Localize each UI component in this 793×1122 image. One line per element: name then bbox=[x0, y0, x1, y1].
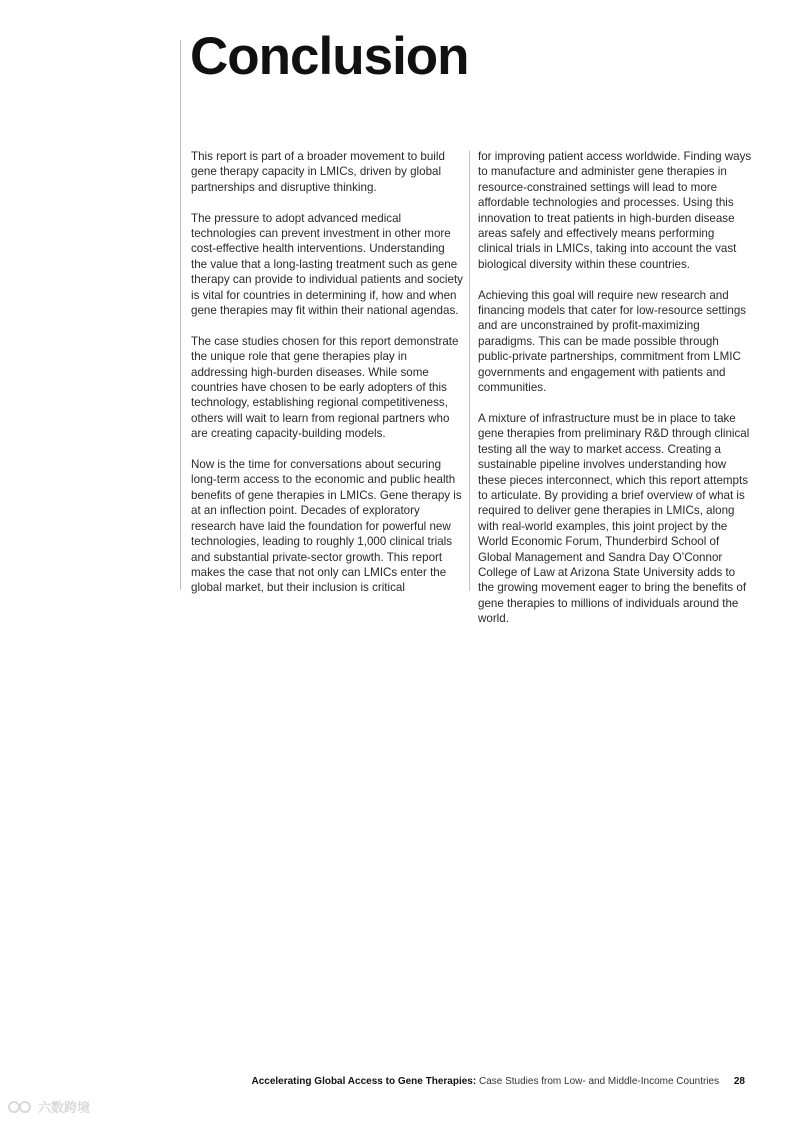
title-rule bbox=[180, 40, 181, 590]
footer-report-subtitle: Case Studies from Low- and Middle-Income Countries bbox=[478, 1076, 720, 1087]
paragraph: Achieving this goal will require new research and financing models that cater for low-resource settings and are unconstrained by profit-maximizing paradigms. This can be made possible through public-private partnerships, commitment from LMIC governments and engagement with patients and communities. bbox=[478, 288, 747, 395]
page-footer bbox=[251, 1076, 745, 1087]
page-title: Conclusion bbox=[190, 27, 469, 86]
watermark bbox=[8, 1097, 90, 1116]
paragraph: Now is the time for conversations about securing long-term access to the economic and public health benefits of gene therapies in LMICs. Gene therapy is at an inflection point. Decades of exploratory research have laid the foundation for powerful new technologies, leading to roughly 1,000 clinical trials and substantial private-sector growth. This report makes the case that not only can LMICs enter the global market, but their inclusion is critical bbox=[191, 458, 462, 595]
right-column bbox=[478, 149, 752, 642]
paragraph: A mixture of infrastructure must be in place to take gene therapies from preliminary R&D through clinical testing all the way to market access. Creating a sustainable pipeline involves understanding how these pieces interconnect, which this report attempts to articulate. By providing a brief overview of what is required to deliver gene therapies in LMICs, along with real-world examples, this joint project by the World Economic Forum, Thunderbird School of Global Management and Sandra Day O’Connor College of Law at Arizona State University adds to the growing movement eager to bring the benefits of gene therapies to millions of individuals around the world. bbox=[478, 411, 750, 626]
left-column bbox=[191, 149, 463, 611]
footer-report-title: Accelerating Global Access to Gene Therapies: bbox=[251, 1076, 477, 1087]
watermark-logo-icon bbox=[8, 1099, 34, 1115]
paragraph: The pressure to adopt advanced medical technologies can prevent investment in other more cost-effective health interventions. Understanding the value that a long-lasting treatment such as gene therapy can provide to individual patients and society is vital for countries in determining if, how and when gene therapies may fit within their national agendas. bbox=[191, 211, 463, 318]
page-number: 28 bbox=[733, 1076, 745, 1087]
paragraph: The case studies chosen for this report demonstrate the unique role that gene therapies play in addressing high-burden diseases. While some countries have chosen to be early adopters of this technology, establishing regional competitiveness, others will wait to learn from regional partners who are creating capacity-building models. bbox=[191, 334, 459, 441]
watermark-text: 六数跨境 bbox=[38, 1100, 91, 1115]
paragraph: This report is part of a broader movement to build gene therapy capacity in LMICs, driven by global partnerships and disruptive thinking. bbox=[191, 150, 445, 194]
paragraph: for improving patient access worldwide. Finding ways to manufacture and administer gene therapies in resource-constrained settings will lead to more affordable technologies and processes. Using this innovation to treat patients in high-burden disease areas safely and effectively means performing clinical trials in LMICs, taking into account the vast biological diversity within these countries. bbox=[478, 150, 752, 271]
column-divider bbox=[469, 151, 470, 591]
